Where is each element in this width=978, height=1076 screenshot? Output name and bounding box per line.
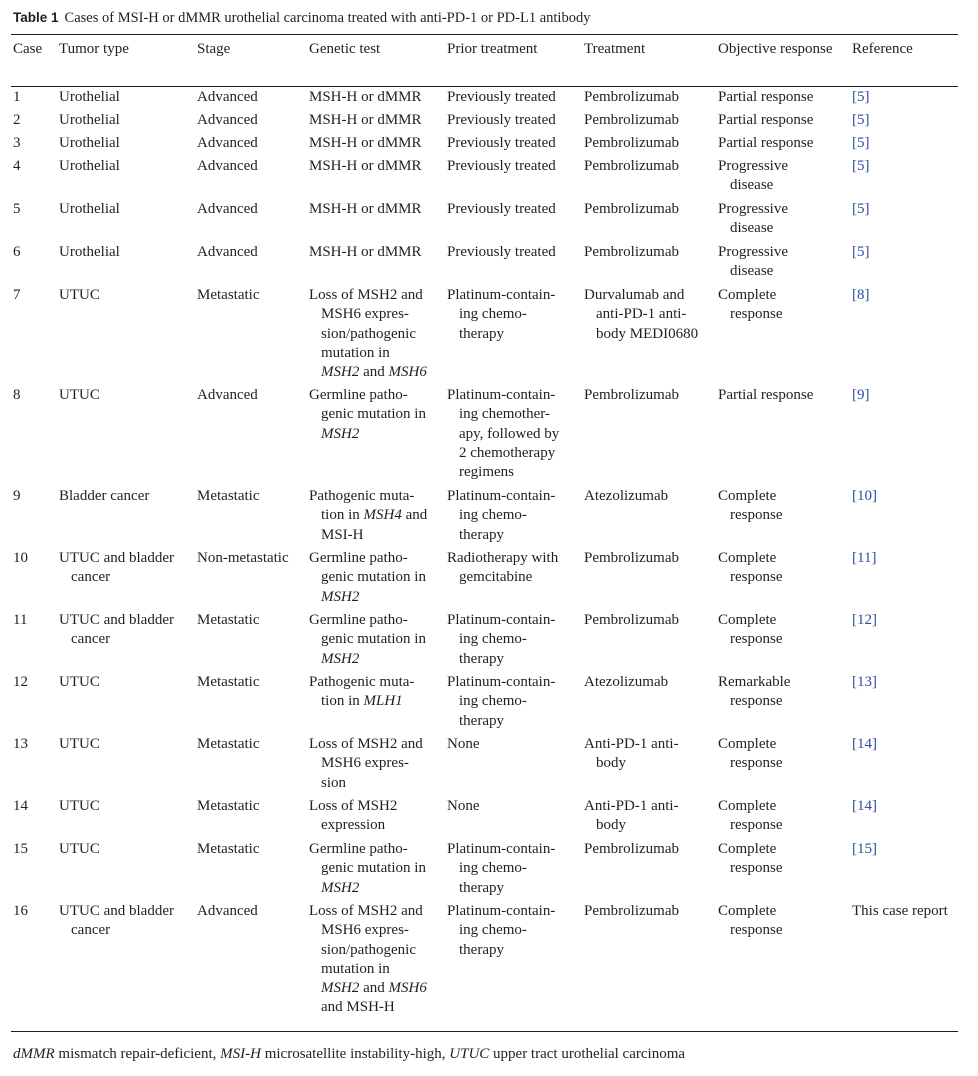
cell-treatment: Pembrolizumab bbox=[584, 89, 679, 105]
cell-prior-treatment: Platinum-contain- ing chemother- apy, followed by 2 chemotherapy regimens bbox=[447, 387, 560, 481]
cell-treatment: Pembrolizumab bbox=[584, 135, 679, 151]
cell-reference bbox=[850, 286, 958, 386]
cell-prior-treatment: None bbox=[447, 798, 480, 814]
footnote-definition: microsatellite instability-high, bbox=[260, 1046, 450, 1062]
cell-reference bbox=[850, 157, 958, 200]
cell-objective-response: Partial response bbox=[718, 387, 814, 403]
header-case: Case bbox=[13, 41, 43, 57]
cell-treatment: Pembrolizumab bbox=[584, 158, 679, 174]
cell-stage: Metastatic bbox=[197, 798, 260, 814]
cell-case-number: 3 bbox=[13, 135, 21, 151]
cell-genetic-test: Germline patho- genic mutation in MSH2 bbox=[309, 841, 426, 896]
cell-case-number: 10 bbox=[13, 550, 28, 566]
cell-reference bbox=[850, 611, 958, 673]
table-row bbox=[11, 286, 958, 386]
cell-objective-response: Complete response bbox=[718, 736, 783, 772]
cell-reference bbox=[850, 487, 958, 549]
cell-objective-response: Partial response bbox=[718, 112, 814, 128]
table-row bbox=[11, 200, 958, 243]
cell-genetic-test: Germline patho- genic mutation in MSH2 bbox=[309, 387, 426, 442]
cell-prior-treatment: Previously treated bbox=[447, 158, 556, 174]
cell-tumor-type: UTUC bbox=[59, 287, 100, 303]
cell-reference bbox=[850, 200, 958, 243]
cell-stage: Metastatic bbox=[197, 736, 260, 752]
cell-genetic-test: MSH-H or dMMR bbox=[309, 89, 422, 105]
reference-link[interactable]: [12] bbox=[852, 612, 877, 628]
footnote-abbreviation: MSI-H bbox=[220, 1046, 261, 1062]
cell-treatment: Anti-PD-1 anti- body bbox=[584, 798, 679, 834]
cell-reference bbox=[850, 840, 958, 902]
table-row bbox=[11, 840, 958, 902]
table-row bbox=[11, 797, 958, 840]
cell-tumor-type: Urothelial bbox=[59, 135, 120, 151]
cell-tumor-type: UTUC bbox=[59, 798, 100, 814]
cell-case-number: 4 bbox=[13, 158, 21, 174]
reference-link[interactable]: [5] bbox=[852, 158, 870, 174]
cell-objective-response: Progressive disease bbox=[718, 244, 788, 280]
reference-link[interactable]: [9] bbox=[852, 387, 870, 403]
reference-link[interactable]: [13] bbox=[852, 674, 877, 690]
reference-link[interactable]: [14] bbox=[852, 736, 877, 752]
table-row bbox=[11, 487, 958, 549]
cell-treatment: Pembrolizumab bbox=[584, 903, 679, 919]
cell-stage: Advanced bbox=[197, 201, 258, 217]
reference-link[interactable]: [5] bbox=[852, 201, 870, 217]
cell-case-number: 8 bbox=[13, 387, 21, 403]
cell-reference bbox=[850, 111, 958, 134]
footnote-definition: upper tract urothelial carcinoma bbox=[489, 1046, 686, 1062]
cell-stage: Metastatic bbox=[197, 287, 260, 303]
cell-genetic-test: Germline patho- genic mutation in MSH2 bbox=[309, 612, 426, 667]
cell-genetic-test: MSH-H or dMMR bbox=[309, 244, 422, 260]
cell-reference bbox=[850, 88, 958, 111]
cell-case-number: 2 bbox=[13, 112, 21, 128]
cell-stage: Advanced bbox=[197, 244, 258, 260]
header-reference: Reference bbox=[852, 41, 913, 57]
table-row bbox=[11, 386, 958, 487]
cell-genetic-test: Loss of MSH2 and MSH6 expres- sion bbox=[309, 736, 423, 791]
reference-link[interactable]: [8] bbox=[852, 287, 870, 303]
cell-objective-response: Complete response bbox=[718, 798, 783, 834]
cell-objective-response: Progressive disease bbox=[718, 158, 788, 194]
cell-reference bbox=[850, 797, 958, 840]
table-title: Cases of MSI-H or dMMR urothelial carcinoma treated with anti-PD-1 or PD-L1 antibody bbox=[64, 10, 591, 26]
cell-tumor-type: Bladder cancer bbox=[59, 488, 150, 504]
cell-tumor-type: UTUC bbox=[59, 674, 100, 690]
header-prior-treatment: Prior treatment bbox=[447, 41, 538, 57]
table-row bbox=[11, 673, 958, 735]
table-row bbox=[11, 902, 958, 1018]
cell-tumor-type: Urothelial bbox=[59, 158, 120, 174]
cell-tumor-type: UTUC and bladder cancer bbox=[59, 903, 174, 939]
reference-link[interactable]: [5] bbox=[852, 112, 870, 128]
cell-treatment: Pembrolizumab bbox=[584, 387, 679, 403]
cell-objective-response: Complete response bbox=[718, 488, 783, 524]
cell-stage: Metastatic bbox=[197, 488, 260, 504]
table-row bbox=[11, 111, 958, 134]
cell-case-number: 9 bbox=[13, 488, 21, 504]
cell-prior-treatment: None bbox=[447, 736, 480, 752]
cell-case-number: 6 bbox=[13, 244, 21, 260]
cell-treatment: Atezolizumab bbox=[584, 488, 669, 504]
reference-link[interactable]: [15] bbox=[852, 841, 877, 857]
cell-tumor-type: Urothelial bbox=[59, 244, 120, 260]
cell-genetic-test: Germline patho- genic mutation in MSH2 bbox=[309, 550, 426, 605]
cell-treatment: Durvalumab and anti-PD-1 anti- body MEDI0680 bbox=[584, 287, 699, 342]
cell-genetic-test: Loss of MSH2 and MSH6 expres- sion/pathogenic mutation in MSH2 and MSH6 bbox=[309, 287, 427, 381]
reference-link[interactable]: [5] bbox=[852, 89, 870, 105]
cell-genetic-test: Pathogenic muta- tion in MSH4 and MSI-H bbox=[309, 488, 428, 543]
cell-case-number: 14 bbox=[13, 798, 28, 814]
cell-stage: Metastatic bbox=[197, 612, 260, 628]
table-footnote bbox=[13, 1045, 685, 1063]
cell-treatment: Anti-PD-1 anti- body bbox=[584, 736, 679, 772]
cell-treatment: Pembrolizumab bbox=[584, 841, 679, 857]
cell-stage: Advanced bbox=[197, 135, 258, 151]
cell-reference bbox=[850, 134, 958, 157]
cell-genetic-test: Loss of MSH2 expression bbox=[309, 798, 398, 834]
cell-prior-treatment: Platinum-contain- ing chemo- therapy bbox=[447, 612, 556, 667]
footnote-definition: mismatch repair-deficient, bbox=[54, 1046, 221, 1062]
cell-objective-response: Progressive disease bbox=[718, 201, 788, 237]
cell-genetic-test: Pathogenic muta- tion in MLH1 bbox=[309, 674, 415, 710]
cell-prior-treatment: Platinum-contain- ing chemo- therapy bbox=[447, 287, 556, 342]
cell-reference bbox=[850, 386, 958, 487]
cell-genetic-test: MSH-H or dMMR bbox=[309, 201, 422, 217]
table-caption bbox=[13, 9, 590, 27]
cell-reference bbox=[850, 243, 958, 286]
cell-prior-treatment: Previously treated bbox=[447, 112, 556, 128]
cell-case-number: 11 bbox=[13, 612, 28, 628]
cell-tumor-type: Urothelial bbox=[59, 201, 120, 217]
cell-tumor-type: UTUC bbox=[59, 736, 100, 752]
cell-reference bbox=[850, 673, 958, 735]
cell-genetic-test: MSH-H or dMMR bbox=[309, 158, 422, 174]
reference-link[interactable]: [5] bbox=[852, 135, 870, 151]
header-treatment: Treatment bbox=[584, 41, 646, 57]
cell-prior-treatment: Previously treated bbox=[447, 89, 556, 105]
cell-reference bbox=[850, 549, 958, 611]
cell-treatment: Atezolizumab bbox=[584, 674, 669, 690]
cell-prior-treatment: Platinum-contain- ing chemo- therapy bbox=[447, 903, 556, 958]
cell-tumor-type: Urothelial bbox=[59, 112, 120, 128]
cell-reference: This case report bbox=[852, 903, 948, 919]
cell-prior-treatment: Platinum-contain- ing chemo- therapy bbox=[447, 674, 556, 729]
header-objective-response: Objective response bbox=[718, 41, 833, 57]
cell-genetic-test: MSH-H or dMMR bbox=[309, 135, 422, 151]
cell-case-number: 15 bbox=[13, 841, 28, 857]
table-body bbox=[11, 88, 958, 1018]
cell-objective-response: Complete response bbox=[718, 841, 783, 877]
cell-stage: Advanced bbox=[197, 112, 258, 128]
cell-stage: Advanced bbox=[197, 903, 258, 919]
header-tumor-type: Tumor type bbox=[59, 41, 129, 57]
header-stage: Stage bbox=[197, 41, 231, 57]
cell-objective-response: Complete response bbox=[718, 903, 783, 939]
cell-genetic-test: MSH-H or dMMR bbox=[309, 112, 422, 128]
cell-case-number: 5 bbox=[13, 201, 21, 217]
cell-stage: Advanced bbox=[197, 89, 258, 105]
cell-objective-response: Partial response bbox=[718, 135, 814, 151]
cell-reference bbox=[850, 735, 958, 797]
cell-objective-response: Remarkable response bbox=[718, 674, 791, 710]
cell-case-number: 13 bbox=[13, 736, 28, 752]
table-row bbox=[11, 735, 958, 797]
table-row bbox=[11, 549, 958, 611]
reference-link[interactable]: [11] bbox=[852, 550, 877, 566]
cell-prior-treatment: Previously treated bbox=[447, 201, 556, 217]
cell-objective-response: Complete response bbox=[718, 612, 783, 648]
table-bottom-rule bbox=[11, 1031, 958, 1032]
cases-table bbox=[11, 39, 958, 1018]
table-row bbox=[11, 134, 958, 157]
cell-stage: Metastatic bbox=[197, 674, 260, 690]
cell-objective-response: Partial response bbox=[718, 89, 814, 105]
table-row bbox=[11, 243, 958, 286]
cell-genetic-test: Loss of MSH2 and MSH6 expres- sion/pathogenic mutation in MSH2 and MSH6 and MSH-H bbox=[309, 903, 427, 1016]
cell-tumor-type: UTUC bbox=[59, 387, 100, 403]
cell-treatment: Pembrolizumab bbox=[584, 612, 679, 628]
cell-tumor-type: UTUC and bladder cancer bbox=[59, 550, 174, 586]
table-row bbox=[11, 157, 958, 200]
cell-treatment: Pembrolizumab bbox=[584, 244, 679, 260]
cell-tumor-type: Urothelial bbox=[59, 89, 120, 105]
cell-treatment: Pembrolizumab bbox=[584, 112, 679, 128]
cell-objective-response: Complete response bbox=[718, 550, 783, 586]
cell-prior-treatment: Platinum-contain- ing chemo- therapy bbox=[447, 841, 556, 896]
reference-link[interactable]: [5] bbox=[852, 244, 870, 260]
cell-stage: Metastatic bbox=[197, 841, 260, 857]
cell-tumor-type: UTUC bbox=[59, 841, 100, 857]
cell-case-number: 12 bbox=[13, 674, 28, 690]
header-genetic-test: Genetic test bbox=[309, 41, 381, 57]
cell-case-number: 1 bbox=[13, 89, 21, 105]
table-row bbox=[11, 88, 958, 111]
cell-prior-treatment: Previously treated bbox=[447, 135, 556, 151]
reference-link[interactable]: [14] bbox=[852, 798, 877, 814]
cell-prior-treatment: Platinum-contain- ing chemo- therapy bbox=[447, 488, 556, 543]
cell-stage: Non-metastatic bbox=[197, 550, 289, 566]
cell-tumor-type: UTUC and bladder cancer bbox=[59, 612, 174, 648]
cell-prior-treatment: Previously treated bbox=[447, 244, 556, 260]
cell-treatment: Pembrolizumab bbox=[584, 201, 679, 217]
footnote-abbreviation: dMMR bbox=[13, 1046, 55, 1062]
footnote-abbreviation: UTUC bbox=[449, 1046, 490, 1062]
reference-link[interactable]: [10] bbox=[852, 488, 877, 504]
cell-stage: Advanced bbox=[197, 387, 258, 403]
table-header-row bbox=[11, 39, 958, 88]
cell-objective-response: Complete response bbox=[718, 287, 783, 323]
cell-stage: Advanced bbox=[197, 158, 258, 174]
cell-case-number: 16 bbox=[13, 903, 28, 919]
table-row bbox=[11, 611, 958, 673]
cell-prior-treatment: Radiotherapy with gemcitabine bbox=[447, 550, 559, 586]
cell-case-number: 7 bbox=[13, 287, 21, 303]
table-label: Table 1 bbox=[13, 10, 59, 25]
cell-treatment: Pembrolizumab bbox=[584, 550, 679, 566]
table-top-rule bbox=[11, 34, 958, 35]
